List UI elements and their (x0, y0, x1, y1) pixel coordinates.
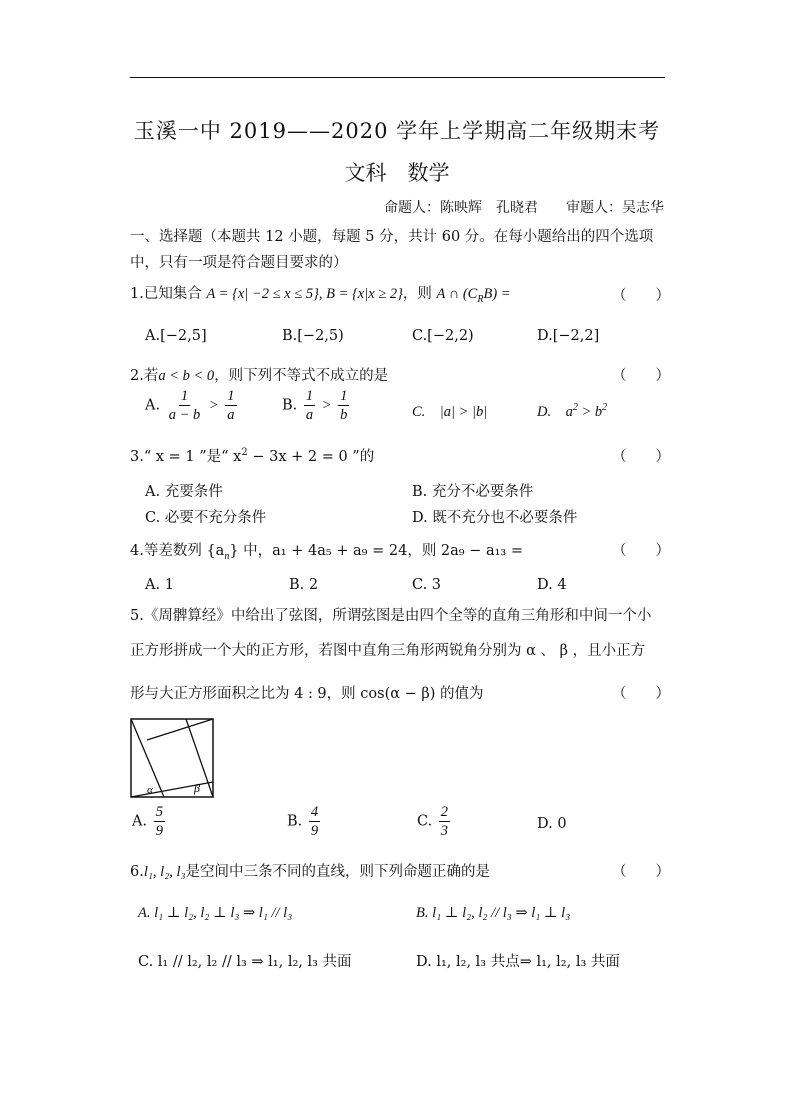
question-5-option-a: A. $\frac{5}{9}$ (132, 804, 163, 839)
question-6-paren: （ ） (612, 864, 670, 880)
outer-square (131, 719, 213, 797)
question-4-stem: 4.等差数列 $\{a_n\}$ 中，a₁ + 4a₅ + a₉ = 24，则 2a₉ − a₁₃ = (130, 543, 524, 562)
question-3-option-b: B. 充分不必要条件 (412, 484, 534, 500)
alpha-label: α (147, 784, 153, 796)
question-5-line-1: 5.《周髀算经》中给出了弦图，所谓弦图是由四个全等的直角三角形和中间一个小 (130, 608, 652, 624)
question-3-option-d: D. 既不充分也不必要条件 (412, 510, 578, 526)
question-1-option-c: C.[−2,2) (412, 328, 474, 344)
question-5-paren: （ ） (612, 686, 670, 702)
figure-line-3 (147, 719, 213, 740)
question-5-option-c: C. $\frac{2}{3}$ (417, 804, 449, 839)
figure-line-1 (131, 782, 213, 797)
question-1-option-a: A.[−2,5] (145, 328, 207, 344)
exam-title: 玉溪一中 2019——2020 学年上学期高二年级期末考 (133, 119, 661, 143)
question-6-option-d: D. l₁, l₂, l₃ 共点⇒ l₁, l₂, l₃ 共面 (416, 954, 620, 970)
question-2-option-a: A. $\frac{1}{a - b}$ > $\frac{1}{a}$ (145, 388, 235, 423)
question-6-stem: 6.l₁, l₂, l₃是空间中三条不同的直线，则下列命题正确的是 (130, 864, 491, 880)
question-2-stem: 2.若a < b < 0，则下列不等式不成立的是 (130, 368, 389, 384)
question-4-option-b: B. 2 (289, 577, 319, 593)
question-4-paren: （ ） (612, 543, 670, 559)
question-1-option-d: D.[−2,2] (537, 328, 600, 344)
chord-figure (130, 718, 214, 798)
question-3-option-a: A. 充要条件 (145, 484, 223, 500)
question-2-option-c: C. |a| > |b| (412, 404, 488, 420)
question-6-option-a: A. l₁ ⊥ l₂, l₂ ⊥ l₃ ⇒ l₁ // l₃ (138, 905, 293, 921)
question-4-option-d: D. 4 (537, 577, 567, 593)
question-4-option-c: C. 3 (412, 577, 442, 593)
question-3-stem: 3.“ x = 1 ”是“ $x^2 - 3x + 2 = 0$ ”的 (130, 447, 375, 465)
beta-label: β (194, 781, 200, 795)
question-3-paren: （ ） (612, 449, 670, 465)
question-2-paren: （ ） (612, 368, 670, 384)
section-heading: 一、选择题（本题共 12 小题，每题 5 分，共计 60 分。在每小题给出的四个选项中，只有一项是符合题目要求的） (130, 229, 654, 271)
question-4-option-a: A. 1 (145, 577, 174, 593)
exam-subtitle: 文科 数学 (344, 161, 450, 185)
question-6-option-b: B. l₁ ⊥ l₂, l₂ // l₃ ⇒ l₁ ⊥ l₃ (416, 905, 571, 921)
question-5-line-2: 正方形拼成一个大的正方形，若图中直角三角形两锐角分别为 α 、 β ，且小正方 (130, 643, 646, 659)
question-1-option-b: B.[−2,5) (282, 328, 344, 344)
question-3-option-c: C. 必要不充分条件 (145, 510, 267, 526)
exam-authors: 命题人：陈映辉 孔晓君 审题人：吴志华 (384, 200, 664, 216)
question-5-option-d: D. 0 (537, 816, 567, 832)
question-1-paren: （ ） (612, 288, 670, 304)
question-2-option-d: D. $a^2 > b^2$ (537, 402, 608, 420)
question-5-option-b: B. $\frac{4}{9}$ (287, 804, 319, 839)
question-6-option-c: C. l₁ // l₂, l₂ // l₃ ⇒ l₁, l₂, l₃ 共面 (138, 954, 352, 970)
question-1-stem: 1.已知集合 A = {x| −2 ≤ x ≤ 5}, B = {x|x ≥ 2}，则 A ∩ $(C_RB)$ = (130, 286, 511, 305)
question-5-line-3: 形与大正方形面积之比为 4 : 9，则 cos(α − β) 的值为 (130, 686, 484, 702)
question-2-option-b: B. $\frac{1}{a}$ > $\frac{1}{b}$ (282, 388, 348, 423)
header-rule (130, 77, 665, 78)
